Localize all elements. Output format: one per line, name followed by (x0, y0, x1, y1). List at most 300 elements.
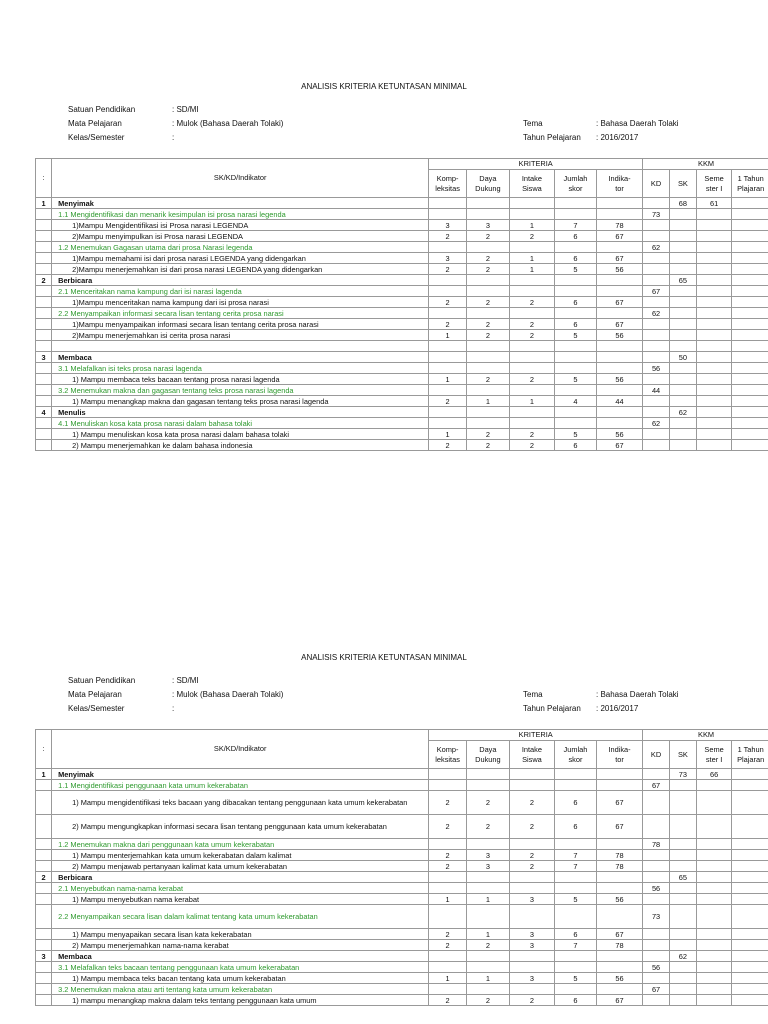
sk-cell (669, 297, 696, 308)
kd-cell (643, 894, 670, 905)
indikator-cell: 56 (596, 374, 642, 385)
semester-cell (696, 984, 731, 995)
jumlah-skor-cell: 5 (554, 894, 596, 905)
kelas-value: : (172, 704, 175, 713)
row-number: 3 (36, 352, 52, 363)
kd-cell (643, 330, 670, 341)
row-number (36, 929, 52, 940)
daya-dukung-cell (466, 407, 509, 418)
tema-label: Tema (523, 690, 543, 699)
row-number (36, 940, 52, 951)
skcol-header: SK (669, 170, 696, 198)
kompleksitas-cell (429, 883, 467, 894)
intake-cell (509, 962, 554, 973)
kompleksitas-cell (429, 209, 467, 220)
sk-cell (669, 929, 696, 940)
intake-cell: 2 (509, 995, 554, 1006)
mapel-value: : Mulok (Bahasa Daerah Tolaki) (172, 119, 284, 128)
jumlah-skor-cell: 5 (554, 264, 596, 275)
kd-cell (643, 929, 670, 940)
row-number: 3 (36, 951, 52, 962)
sk-cell (669, 341, 696, 352)
intake-cell: 2 (509, 850, 554, 861)
jumlah-skor-cell (554, 407, 596, 418)
intake-cell: 1 (509, 396, 554, 407)
jumlah-skor-cell (554, 780, 596, 791)
table-row (36, 951, 768, 962)
sk-title: Membaca (52, 951, 429, 962)
kompleksitas-cell: 2 (429, 815, 467, 839)
tahun-value: : 2016/2017 (596, 704, 639, 713)
indikator-cell: 56 (596, 429, 642, 440)
tahun-cell (732, 440, 768, 451)
indicator-text: 1)Mampu memahami isi dari prosa narasi LEGENDA yang didengarkan (52, 253, 429, 264)
daya-dukung-cell (466, 209, 509, 220)
kompleksitas-cell (429, 407, 467, 418)
row-number (36, 396, 52, 407)
sk-title: Menyimak (52, 769, 429, 780)
sk-cell (669, 242, 696, 253)
kompleksitas-cell (429, 363, 467, 374)
indicator-text: 2)Mampu menyimpulkan isi Prosa narasi LEGENDA (52, 231, 429, 242)
intake-cell (509, 883, 554, 894)
tahun-cell (732, 308, 768, 319)
sk-cell (669, 850, 696, 861)
table-row (36, 861, 768, 872)
jumlah-skor-cell (554, 242, 596, 253)
indikator-cell (596, 984, 642, 995)
sk-title: Menyimak (52, 198, 429, 209)
daya-dukung-cell: 2 (466, 330, 509, 341)
semester-cell: 66 (696, 769, 731, 780)
kelas-value: : (172, 133, 175, 142)
sk-title: Membaca (52, 352, 429, 363)
jumlah-skor-cell (554, 198, 596, 209)
table-row (36, 363, 768, 374)
daya-dukung-cell: 1 (466, 396, 509, 407)
kd-title: 4.1 Menuliskan kosa kata prosa narasi dalam bahasa tolaki (52, 418, 429, 429)
daya-dukung-cell: 3 (466, 861, 509, 872)
semester-cell (696, 839, 731, 850)
komp-header: Komp- leksitas (429, 170, 467, 198)
kd-title: 2.2 Menyampaikan secara lisan dalam kalimat tentang kata umum kekerabatan (52, 905, 429, 929)
indikator-cell: 67 (596, 253, 642, 264)
jumlah-skor-cell: 6 (554, 440, 596, 451)
semester-cell (696, 209, 731, 220)
sk-cell (669, 253, 696, 264)
kd-cell: 67 (643, 984, 670, 995)
table-row (36, 791, 768, 815)
semester-header: Seme ster I (696, 741, 731, 769)
daya-dukung-cell (466, 198, 509, 209)
table-row (36, 940, 768, 951)
row-number (36, 440, 52, 451)
table-body (36, 198, 768, 451)
table-row (36, 995, 768, 1006)
indicator-text: 1) Mampu menyapaikan secara lisan kata kekerabatan (52, 929, 429, 940)
indicator-text: 1) Mampu membaca teks bacan tentang kata umum kekerabatan (52, 973, 429, 984)
intake-cell (509, 872, 554, 883)
table-row (36, 231, 768, 242)
row-number (36, 780, 52, 791)
table-row (36, 319, 768, 330)
tahun-cell (732, 815, 768, 839)
row-number (36, 220, 52, 231)
kd-cell (643, 264, 670, 275)
intake-cell: 3 (509, 940, 554, 951)
daya-dukung-cell (466, 769, 509, 780)
tahun-cell (732, 341, 768, 352)
kompleksitas-cell (429, 341, 467, 352)
intake-cell (509, 905, 554, 929)
kd-title: 1.2 Menemukan makna dari penggunaan kata umum kekerabatan (52, 839, 429, 850)
sk-cell (669, 429, 696, 440)
table-row (36, 815, 768, 839)
daya-header: Daya Dukung (466, 170, 509, 198)
tahun-cell (732, 929, 768, 940)
indikator-cell (596, 275, 642, 286)
mapel-label: Mata Pelajaran (68, 690, 122, 699)
indikator-cell (596, 363, 642, 374)
intake-cell (509, 951, 554, 962)
kompleksitas-cell: 2 (429, 231, 467, 242)
kompleksitas-cell: 3 (429, 253, 467, 264)
kompleksitas-cell (429, 385, 467, 396)
tahun-value: : 2016/2017 (596, 133, 639, 142)
tahun-cell (732, 962, 768, 973)
no-header: : (36, 159, 52, 198)
kd-cell: 73 (643, 905, 670, 929)
table-row (36, 330, 768, 341)
row-number (36, 264, 52, 275)
semester-cell (696, 940, 731, 951)
tahun-cell (732, 769, 768, 780)
sk-cell: 65 (669, 275, 696, 286)
tahun-header: 1 Tahun Plajaran (732, 741, 768, 769)
row-number (36, 861, 52, 872)
kd-cell (643, 429, 670, 440)
tahun-cell (732, 839, 768, 850)
sk-cell (669, 440, 696, 451)
tahun-cell (732, 418, 768, 429)
jumlah-header: Jumlah skor (554, 170, 596, 198)
intake-cell (509, 407, 554, 418)
daya-dukung-cell (466, 962, 509, 973)
table-row (36, 286, 768, 297)
semester-cell (696, 297, 731, 308)
kompleksitas-cell: 3 (429, 220, 467, 231)
daya-dukung-cell (466, 780, 509, 791)
sk-cell (669, 940, 696, 951)
kompleksitas-cell: 2 (429, 396, 467, 407)
jumlah-skor-cell (554, 275, 596, 286)
indikator-cell (596, 883, 642, 894)
indikator-cell: 56 (596, 973, 642, 984)
row-number (36, 319, 52, 330)
table-row (36, 962, 768, 973)
intake-cell (509, 780, 554, 791)
table-body (36, 769, 768, 1006)
indikator-cell (596, 407, 642, 418)
kd-cell (643, 253, 670, 264)
satuan-label: Satuan Pendidikan (68, 105, 136, 114)
daya-dukung-cell: 2 (466, 995, 509, 1006)
sk-cell (669, 264, 696, 275)
sk-cell: 65 (669, 872, 696, 883)
intake-cell (509, 769, 554, 780)
row-number (36, 374, 52, 385)
table-row (36, 883, 768, 894)
semester-cell (696, 872, 731, 883)
row-number (36, 286, 52, 297)
jumlah-skor-cell (554, 962, 596, 973)
daya-dukung-cell (466, 984, 509, 995)
sk-title: Berbicara (52, 872, 429, 883)
kd-title: 1.1 Mengidentifikasi penggunaan kata umum kekerabatan (52, 780, 429, 791)
semester-cell (696, 396, 731, 407)
indikator-cell (596, 839, 642, 850)
tahun-cell (732, 995, 768, 1006)
satuan-label: Satuan Pendidikan (68, 676, 136, 685)
tahun-cell (732, 429, 768, 440)
semester-cell (696, 418, 731, 429)
indicator-text: 2) Mampu menjawab pertanyaan kalimat kata umum kekerabatan (52, 861, 429, 872)
row-number (36, 905, 52, 929)
kd-cell (643, 297, 670, 308)
tahun-cell (732, 330, 768, 341)
mapel-label: Mata Pelajaran (68, 119, 122, 128)
intake-cell (509, 286, 554, 297)
intake-cell (509, 984, 554, 995)
indikator-cell (596, 951, 642, 962)
kd-title: 3.2 Menemukan makna dan gagasan tentang teks prosa narasi lagenda (52, 385, 429, 396)
semester-cell (696, 407, 731, 418)
daya-dukung-cell: 2 (466, 264, 509, 275)
kd-cell (643, 815, 670, 839)
kd-cell (643, 872, 670, 883)
daya-dukung-cell: 2 (466, 429, 509, 440)
tahun-cell (732, 850, 768, 861)
tahun-cell (732, 791, 768, 815)
kompleksitas-cell (429, 962, 467, 973)
sk-cell (669, 883, 696, 894)
indikator-cell: 44 (596, 396, 642, 407)
table-row (36, 297, 768, 308)
daya-dukung-cell: 2 (466, 374, 509, 385)
jumlah-skor-cell: 7 (554, 850, 596, 861)
row-number (36, 839, 52, 850)
indicator-text: 2)Mampu menerjemahkan isi cerita prosa narasi (52, 330, 429, 341)
tahun-cell (732, 883, 768, 894)
indikator-cell (596, 308, 642, 319)
row-number (36, 973, 52, 984)
tahun-cell (732, 407, 768, 418)
indikator-cell (596, 341, 642, 352)
sk-cell: 62 (669, 951, 696, 962)
intake-cell: 3 (509, 894, 554, 905)
tahun-cell (732, 374, 768, 385)
sk-cell (669, 220, 696, 231)
indikator-cell: 67 (596, 815, 642, 839)
kkm-table (35, 729, 768, 1006)
kd-cell (643, 850, 670, 861)
jumlah-skor-cell (554, 418, 596, 429)
kd-title: 1.1 Mengidentifikasi dan menarik kesimpulan isi prosa narasi legenda (52, 209, 429, 220)
indikator-cell (596, 769, 642, 780)
kompleksitas-cell: 2 (429, 297, 467, 308)
semester-cell (696, 894, 731, 905)
jumlah-skor-cell: 7 (554, 940, 596, 951)
sk-cell (669, 780, 696, 791)
row-number (36, 984, 52, 995)
kkm-table (35, 158, 768, 451)
kompleksitas-cell: 2 (429, 850, 467, 861)
tahun-cell (732, 198, 768, 209)
daya-dukung-cell (466, 418, 509, 429)
indikator-cell: 78 (596, 220, 642, 231)
semester-cell (696, 275, 731, 286)
table-row (36, 929, 768, 940)
jumlah-skor-cell: 6 (554, 297, 596, 308)
semester-cell (696, 861, 731, 872)
intake-cell: 2 (509, 791, 554, 815)
intake-cell: 2 (509, 374, 554, 385)
intake-cell (509, 198, 554, 209)
daya-dukung-cell: 2 (466, 297, 509, 308)
indikator-cell: 67 (596, 231, 642, 242)
tahun-cell (732, 209, 768, 220)
sk-cell (669, 374, 696, 385)
indikator-cell (596, 418, 642, 429)
intake-cell: 1 (509, 220, 554, 231)
indicator-text: 1) Mampu menangkap makna dan gagasan tentang teks prosa narasi lagenda (52, 396, 429, 407)
jumlah-skor-cell: 6 (554, 815, 596, 839)
tahun-cell (732, 894, 768, 905)
table-row (36, 275, 768, 286)
indikator-cell: 67 (596, 440, 642, 451)
kkm-header: KKM (643, 730, 768, 741)
indikator-cell (596, 286, 642, 297)
table-row (36, 984, 768, 995)
indicator-text: 1) Mampu membaca teks bacaan tentang prosa narasi lagenda (52, 374, 429, 385)
kd-cell (643, 341, 670, 352)
jumlah-skor-cell (554, 769, 596, 780)
kompleksitas-cell: 1 (429, 894, 467, 905)
semester-cell (696, 220, 731, 231)
intake-cell (509, 275, 554, 286)
tahun-cell (732, 264, 768, 275)
daya-dukung-cell (466, 341, 509, 352)
kd-cell (643, 861, 670, 872)
tahun-cell (732, 231, 768, 242)
sk-cell (669, 815, 696, 839)
kd-cell: 67 (643, 780, 670, 791)
tahun-cell (732, 872, 768, 883)
table-row (36, 850, 768, 861)
intake-cell: 2 (509, 330, 554, 341)
tahun-cell (732, 984, 768, 995)
kd-title: 2.1 Menyebutkan nama-nama kerabat (52, 883, 429, 894)
table-row (36, 220, 768, 231)
kompleksitas-cell: 2 (429, 940, 467, 951)
indikator-cell: 67 (596, 791, 642, 815)
kd-cell: 73 (643, 209, 670, 220)
daya-dukung-cell: 2 (466, 791, 509, 815)
daya-dukung-cell: 1 (466, 929, 509, 940)
table-row (36, 407, 768, 418)
row-number: 2 (36, 275, 52, 286)
semester-cell (696, 242, 731, 253)
daya-dukung-cell (466, 839, 509, 850)
tema-value: : Bahasa Daerah Tolaki (596, 119, 679, 128)
table-row (36, 352, 768, 363)
kd-cell: 44 (643, 385, 670, 396)
daya-dukung-cell (466, 905, 509, 929)
jumlah-skor-cell: 4 (554, 396, 596, 407)
jumlah-skor-cell: 7 (554, 861, 596, 872)
row-number (36, 242, 52, 253)
kompleksitas-cell: 2 (429, 929, 467, 940)
semester-cell (696, 929, 731, 940)
kompleksitas-cell: 1 (429, 973, 467, 984)
kompleksitas-cell (429, 352, 467, 363)
sk-cell: 50 (669, 352, 696, 363)
kompleksitas-cell: 2 (429, 791, 467, 815)
intake-cell (509, 363, 554, 374)
table-row (36, 440, 768, 451)
kompleksitas-cell (429, 308, 467, 319)
sk-cell (669, 995, 696, 1006)
intake-cell: 2 (509, 815, 554, 839)
semester-cell (696, 319, 731, 330)
jumlah-skor-cell: 6 (554, 995, 596, 1006)
kompleksitas-cell (429, 198, 467, 209)
kd-cell (643, 198, 670, 209)
kd-cell (643, 407, 670, 418)
indikator-cell: 56 (596, 330, 642, 341)
table-row (36, 418, 768, 429)
tahun-cell (732, 385, 768, 396)
kompleksitas-cell (429, 275, 467, 286)
satuan-value: : SD/MI (172, 676, 199, 685)
daya-dukung-cell: 1 (466, 894, 509, 905)
doc-title: ANALISIS KRITERIA KETUNTASAN MINIMAL (301, 82, 467, 91)
row-number (36, 883, 52, 894)
kd-title: 1.2 Menemukan Gagasan utama dari prosa Narasi legenda (52, 242, 429, 253)
sk-cell (669, 839, 696, 850)
tahun-cell (732, 253, 768, 264)
table-row (36, 872, 768, 883)
indicator-text: 1) Mampu mengidentifikasi teks bacaan yang dibacakan tentang penggunaan kata umum kekerabatan (52, 791, 429, 815)
kkm-header: KKM (643, 159, 768, 170)
no-header: : (36, 730, 52, 769)
indikator-cell: 78 (596, 850, 642, 861)
jumlah-skor-cell (554, 385, 596, 396)
semester-cell: 61 (696, 198, 731, 209)
kd-header: KD (643, 741, 670, 769)
semester-cell (696, 973, 731, 984)
indicator-text: 2) Mampu menerjemahkan nama-nama kerabat (52, 940, 429, 951)
kompleksitas-cell (429, 242, 467, 253)
kompleksitas-cell: 2 (429, 995, 467, 1006)
sk-cell (669, 363, 696, 374)
indikator-cell (596, 385, 642, 396)
jumlah-skor-cell: 6 (554, 319, 596, 330)
semester-cell (696, 352, 731, 363)
indicator-text: 2)Mampu menerjemahkan isi dari prosa narasi LEGENDA yang didengarkan (52, 264, 429, 275)
semester-cell (696, 330, 731, 341)
tahun-cell (732, 861, 768, 872)
